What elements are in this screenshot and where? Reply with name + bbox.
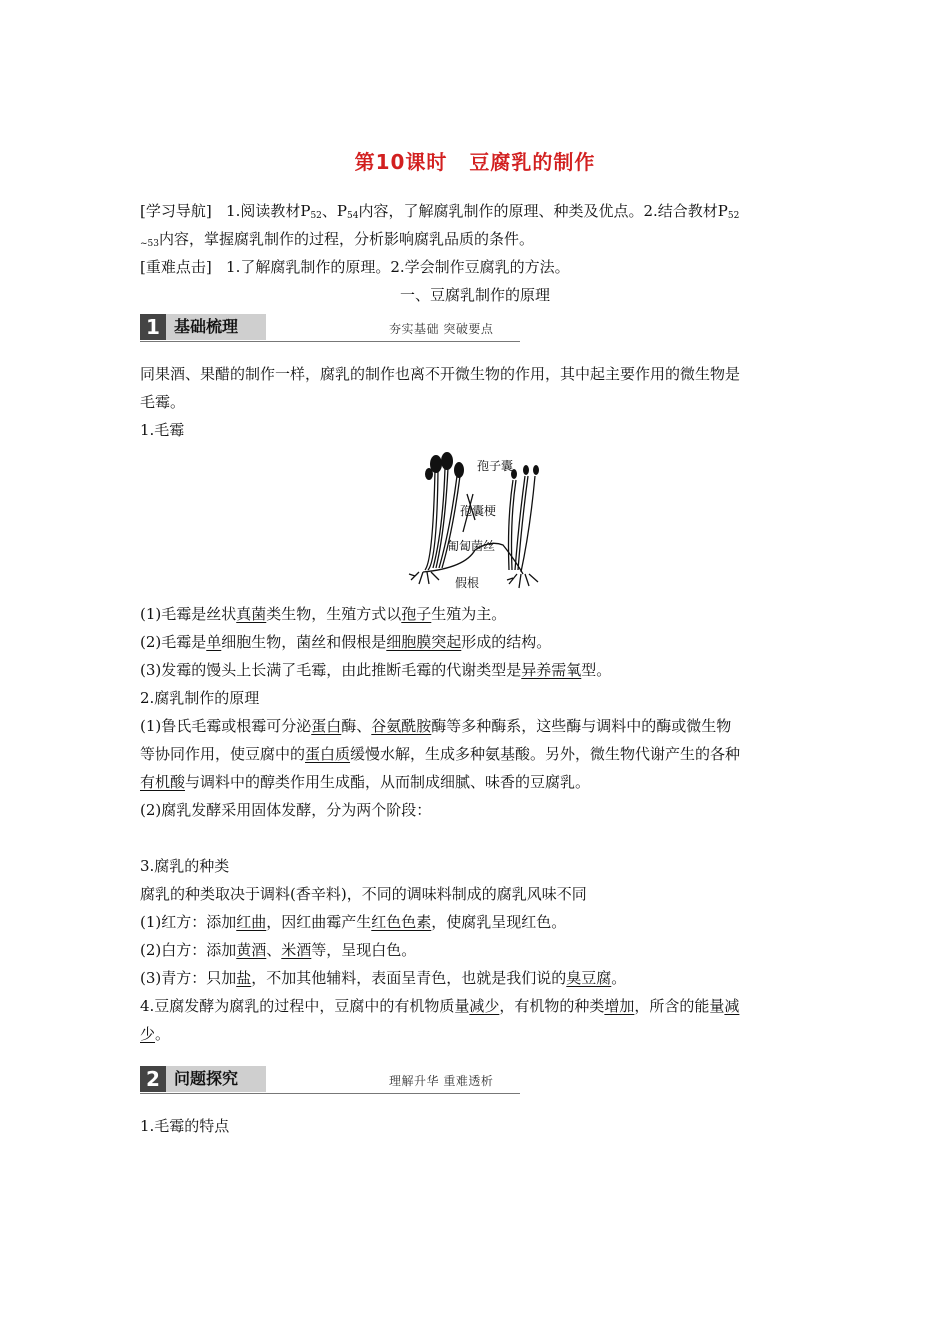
text: ，使腐乳呈现红色。 (431, 913, 567, 931)
mold-item-2 (140, 628, 551, 656)
text: 等，呈现白色。 (311, 941, 417, 959)
banner-tagline: 理解升华 重难透析 (389, 1074, 494, 1088)
guide-text: 内容，了解腐乳制作的原理、种类及优点。2.结合教材P (358, 202, 728, 220)
mold-item-1 (140, 600, 506, 628)
intro-line-1: 同果酒、果醋的制作一样，腐乳的制作也离不开微生物的作用，其中起主要作用的微生物是 (140, 365, 741, 383)
text: (1)鲁氏毛霉或根霉可分泌 (140, 717, 312, 735)
banner-label: 基础梳理 (166, 314, 266, 340)
text: 形成的结构。 (461, 633, 552, 651)
type-green (140, 964, 626, 992)
text: 与调料中的醇类作用生成酯，从而制成细腻、味香的豆腐乳。 (185, 773, 591, 791)
text: (2)白方：添加 (140, 941, 237, 959)
answer-blank: 有机酸 (140, 773, 186, 791)
answer-blank: 黄酒 (236, 941, 267, 959)
page-title (0, 146, 950, 175)
label-sporangium: 孢子囊 (477, 459, 514, 473)
text: (1)毛霉是丝状 (140, 605, 237, 623)
text: (3)青方：只加 (140, 969, 237, 987)
answer-blank: 减少 (469, 997, 500, 1015)
banner-basics (140, 314, 520, 344)
guide-text: 内容，掌握腐乳制作的过程，分析影响腐乳品质的条件。 (159, 230, 535, 248)
text: 生殖为主。 (431, 605, 507, 623)
label-rhizoid: 假根 (455, 576, 480, 590)
guide-text: 、P (321, 202, 347, 220)
answer-blank: 孢子 (401, 605, 432, 623)
text: 细胞生物，菌丝和假根是 (221, 633, 387, 651)
answer-blank: 减 (724, 997, 740, 1015)
lesson-number: 第10课时 (354, 150, 448, 174)
text: 。 (611, 969, 627, 987)
text: (2)毛霉是 (140, 633, 207, 651)
text: (3)发霉的馒头上长满了毛霉，由此推断毛霉的代谢类型是 (140, 661, 522, 679)
mold-item-3 (140, 656, 611, 684)
guide-text: 1.阅读教材P (226, 202, 311, 220)
key-points (140, 253, 570, 281)
key-tag: [重难点击] (140, 258, 212, 276)
text: 4.豆腐发酵为腐乳的过程中，豆腐中的有机物质量 (140, 997, 470, 1015)
banner-inquiry (140, 1066, 520, 1096)
guide-tag: [学习导航] (140, 202, 212, 220)
answer-blank: 蛋白 (311, 717, 342, 735)
principle-line-1 (140, 712, 731, 740)
subscript: 52 (310, 211, 322, 221)
principle-line-4: (2)腐乳发酵采用固体发酵，分为两个阶段： (140, 801, 432, 819)
features-heading: 1.毛霉的特点 (140, 1117, 230, 1135)
types-intro: 腐乳的种类取决于调料(香辛料)，不同的调味料制成的腐乳风味不同 (140, 885, 587, 903)
text: 酶、 (341, 717, 372, 735)
item4-line-1 (140, 992, 739, 1020)
banner-tagline: 夯实基础 突破要点 (389, 322, 494, 336)
answer-blank: 臭豆腐 (566, 969, 612, 987)
text: ，因红曲霉产生 (266, 913, 372, 931)
text: 缓慢水解，生成多种氨基酸。另外，微生物代谢产生的各种 (350, 745, 741, 763)
principle-line-3 (140, 768, 590, 796)
answer-blank: 蛋白质 (305, 745, 351, 763)
divider (140, 341, 520, 342)
item4-line-2 (140, 1020, 170, 1048)
label-sporangiophore: 孢囊梗 (460, 504, 497, 518)
text: ，有机物的种类 (499, 997, 605, 1015)
answer-blank: 盐 (236, 969, 252, 987)
banner-number: 2 (140, 1066, 166, 1092)
intro-line-2: 毛霉。 (140, 393, 186, 411)
lesson-topic: 豆腐乳的制作 (469, 150, 596, 174)
subscript: ~53 (140, 239, 159, 249)
answer-blank: 异养需氧 (521, 661, 582, 679)
subscript: 54 (346, 211, 359, 221)
key-text: 1.了解腐乳制作的原理。2.学会制作豆腐乳的方法。 (226, 258, 570, 276)
label-stolon: 匍匐菌丝 (447, 539, 496, 553)
text: 类生物，生殖方式以 (266, 605, 402, 623)
type-white (140, 936, 416, 964)
subscript: 52 (727, 211, 740, 221)
text: 等协同作用，使豆腐中的 (140, 745, 306, 763)
divider (140, 1093, 520, 1094)
text: 。 (155, 1025, 171, 1043)
text: ，所含的能量 (634, 997, 725, 1015)
answer-blank: 少 (140, 1025, 156, 1043)
types-heading: 3.腐乳的种类 (140, 857, 230, 875)
answer-blank: 真菌 (236, 605, 267, 623)
text: 酶等多种酶系，这些酶与调料中的酶或微生物 (431, 717, 732, 735)
mold-heading: 1.毛霉 (140, 421, 185, 439)
text: 型。 (581, 661, 612, 679)
answer-blank: 单 (206, 633, 222, 651)
banner-number: 1 (140, 314, 166, 340)
answer-blank: 红色色素 (371, 913, 432, 931)
principle-heading: 2.腐乳制作的原理 (140, 689, 260, 707)
answer-blank: 增加 (604, 997, 635, 1015)
text: ，不加其他辅料，表面呈青色，也就是我们说的 (251, 969, 567, 987)
answer-blank: 红曲 (236, 913, 267, 931)
banner-label: 问题探究 (166, 1066, 266, 1092)
section-heading: 一、豆腐乳制作的原理 (399, 286, 550, 304)
answer-blank: 谷氨酰胺 (371, 717, 432, 735)
answer-blank: 米酒 (281, 941, 312, 959)
answer-blank: 细胞膜突起 (386, 633, 462, 651)
type-red (140, 908, 566, 936)
text: (1)红方：添加 (140, 913, 237, 931)
text: 、 (266, 941, 282, 959)
principle-line-2 (140, 740, 740, 768)
